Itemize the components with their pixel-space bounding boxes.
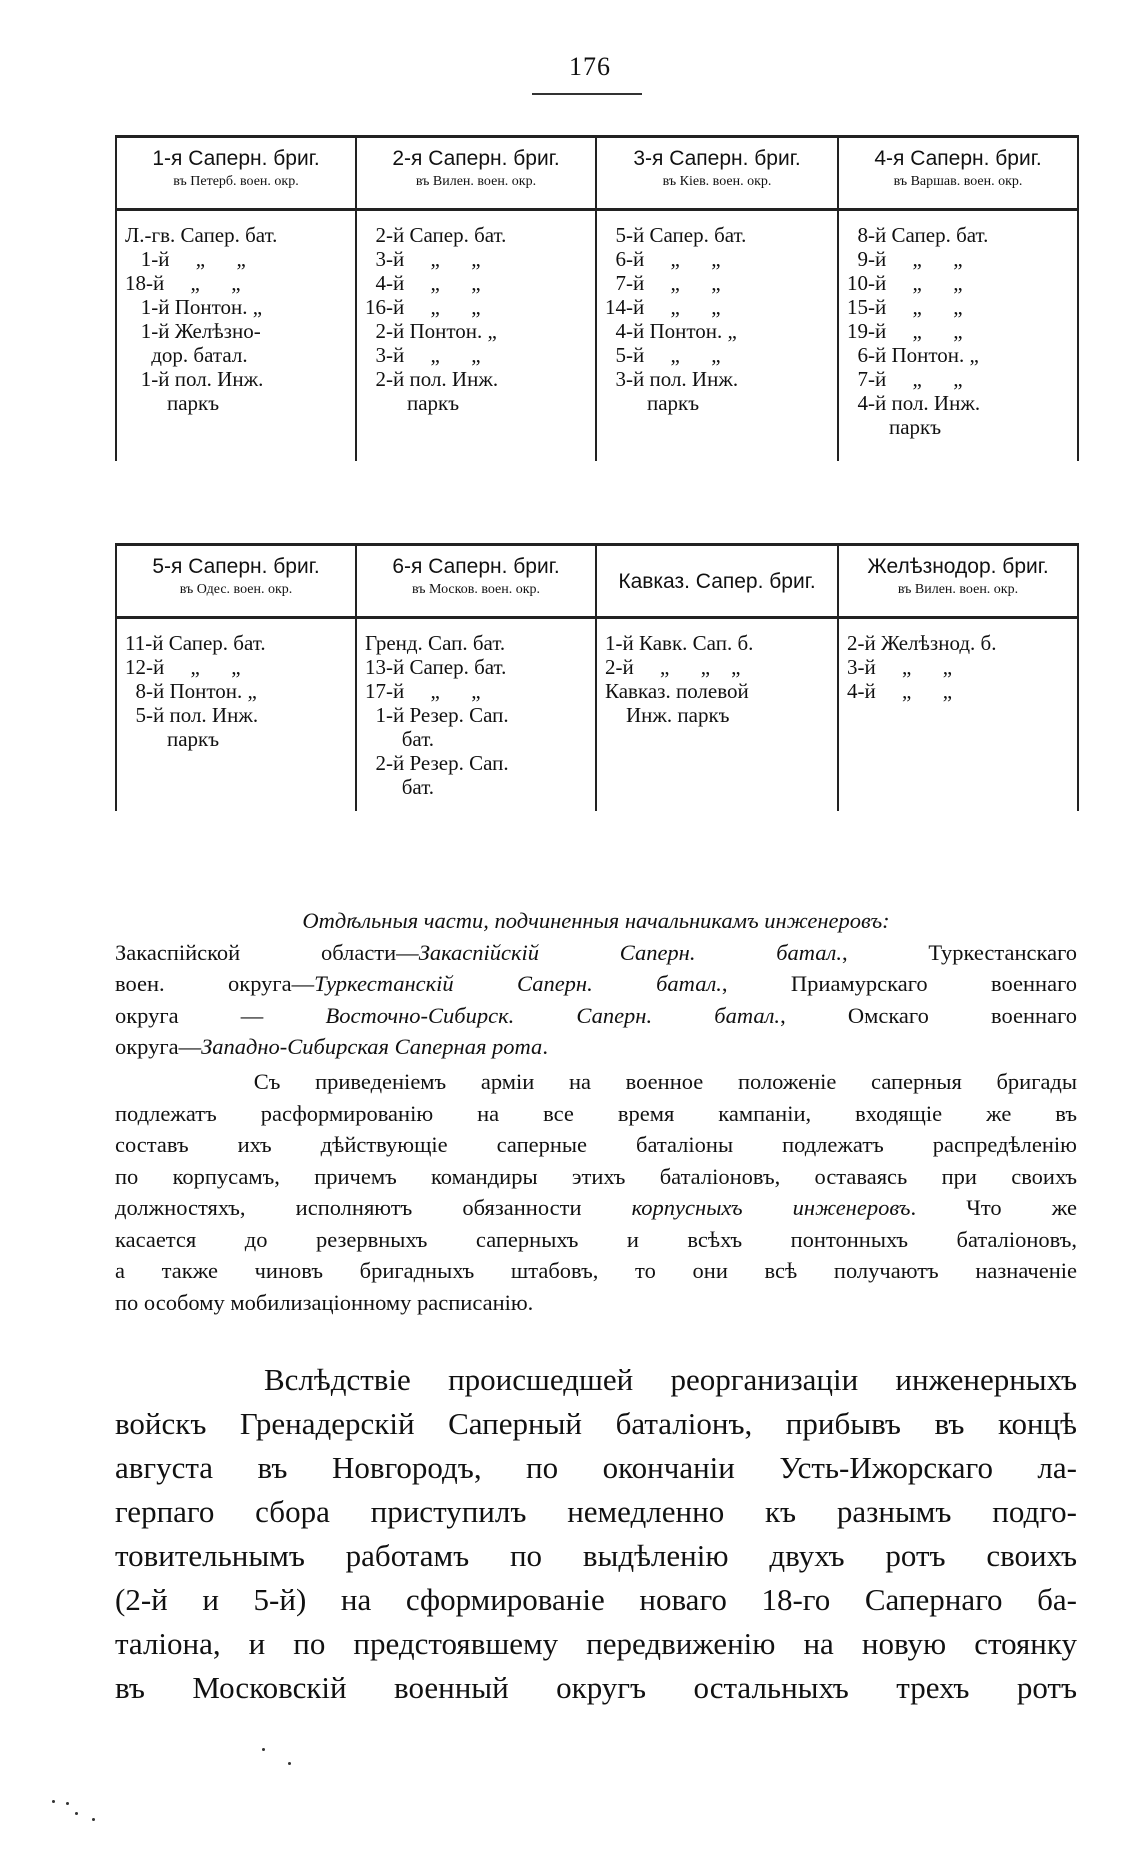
unit-line: паркъ (125, 391, 220, 415)
unit-line: 1-й Желѣзно- (125, 319, 261, 343)
scan-speck (75, 1812, 78, 1815)
paragraph-line (115, 968, 1077, 1000)
unit-line: 8-й Сапер. бат. (847, 223, 989, 247)
text-span: . Что же (910, 1195, 1077, 1220)
unit-line: 16-й „ „ (365, 295, 481, 319)
unit-line: 15-й „ „ (847, 295, 963, 319)
brigade-district: въ Вилен. воен. окр. (897, 582, 1019, 597)
unit-line: 2-й Резер. Сап. (365, 751, 509, 775)
unit-line: 2-й Понтон. „ (365, 319, 497, 343)
unit-line: 3-й пол. Инж. (605, 367, 739, 391)
paragraph-line: войскъ Гренадерскій Саперный баталіонъ, прибывъ въ концѣ (115, 1406, 1077, 1441)
unit-line: 19-й „ „ (847, 319, 963, 343)
paragraph-line: герпаго сбора приступилъ немедленно къ разнымъ подго- (115, 1494, 1077, 1529)
unit-line: 3-й „ „ (847, 655, 953, 679)
unit-line: 2-й Сапер. бат. (365, 223, 507, 247)
units-cell (356, 223, 596, 461)
units-cell (116, 631, 356, 811)
unit-line: 3-й „ „ (365, 247, 481, 271)
units-cell (356, 631, 596, 811)
unit-line: 2-й Желѣзнод. б. (847, 631, 997, 655)
brigade-name: 2-я Саперн. бриг. (392, 147, 560, 170)
unit-line: 1-й пол. Инж. (125, 367, 264, 391)
brigade-district: въ Вилен. воен. окр. (415, 174, 537, 189)
unit-line: 12-й „ „ (125, 655, 241, 679)
brigades-table-2 (115, 543, 1079, 811)
units-cell (116, 223, 356, 461)
brigade-header (356, 545, 596, 618)
text-span: воен. округа— (115, 971, 315, 996)
unit-line: 5-й Сапер. бат. (605, 223, 747, 247)
unit-name-italic: Западно-Сибирская Саперная рота (201, 1034, 543, 1059)
brigade-district: въ Одес. воен. окр. (179, 582, 293, 597)
paragraph-line: Съ приведеніемъ арміи на военное положеніе саперныя бригады (115, 1069, 1077, 1094)
brigade-header (116, 545, 356, 618)
unit-line: 11-й Сапер. бат. (125, 631, 266, 655)
unit-line: Кавказ. полевой (605, 679, 749, 703)
unit-line: 2-й пол. Инж. (365, 367, 499, 391)
text-span: округа — (115, 1002, 326, 1028)
unit-line: Инж. паркъ (605, 703, 730, 727)
mobilization-paragraph (115, 1066, 1077, 1318)
paragraph-line: (2-й и 5-й) на сформированіе новаго 18-го Сапернаго ба- (115, 1582, 1077, 1617)
paragraph-line: составъ ихъ дѣйствующіе саперные баталіоны подлежатъ распредѣленію (115, 1132, 1077, 1157)
units-cell (596, 223, 838, 461)
unit-line: 4-й Понтон. „ (605, 319, 737, 343)
unit-line: 14-й „ „ (605, 295, 721, 319)
unit-line: паркъ (365, 391, 460, 415)
unit-line: 9-й „ „ (847, 247, 963, 271)
brigade-district: въ Петерб. воен. окр. (173, 174, 299, 189)
brigade-name: 4-я Саперн. бриг. (874, 147, 1042, 170)
units-cell (838, 631, 1078, 811)
paragraph-line: а также чиновъ бригадныхъ штабовъ, то они всѣ получаютъ назначеніе (115, 1258, 1077, 1283)
paragraph-line: по особому мобилизаціонному расписанію. (115, 1289, 534, 1315)
text-span: , Туркестанскаго (841, 939, 1077, 965)
scan-speck (288, 1762, 291, 1765)
text-span: , Приамурскаго военнаго (721, 971, 1078, 996)
brigade-header (838, 545, 1078, 618)
paragraph-line: по корпусамъ, причемъ командиры этихъ баталіоновъ, оставаясь при своихъ (115, 1163, 1077, 1189)
unit-line: 5-й пол. Инж. (125, 703, 259, 727)
brigade-name: 1-я Саперн. бриг. (152, 147, 320, 170)
brigade-name: 5-я Саперн. бриг. (152, 555, 320, 578)
italic-term: корпусныхъ инженеровъ (631, 1195, 911, 1220)
unit-line: 1-й „ „ (125, 247, 246, 271)
scan-speck (92, 1818, 95, 1821)
unit-name-italic: Восточно-Сибирск. Саперн. батал. (325, 1002, 781, 1028)
text-span: должностяхъ, исполняютъ обязанности (115, 1195, 632, 1220)
unit-line: 7-й „ „ (847, 367, 963, 391)
unit-line: паркъ (125, 727, 220, 751)
scan-speck (262, 1748, 265, 1751)
unit-line: 7-й „ „ (605, 271, 721, 295)
brigade-district: въ Москов. воен. окр. (411, 582, 541, 597)
paragraph-line: подлежатъ расформированію на все время кампаніи, входящіе же въ (115, 1100, 1077, 1126)
separate-units-paragraph (115, 905, 1077, 1063)
paragraph-line: Вслѣдствіе происшедшей реорганизаціи инженерныхъ (115, 1362, 1077, 1397)
unit-line: Гренд. Сап. бат. (365, 631, 506, 655)
paragraph-line (115, 937, 1077, 969)
paragraph-line: августа въ Новгородъ, по окончаніи Усть-Ижорскаго ла- (115, 1450, 1077, 1485)
unit-line: 4-й пол. Инж. (847, 391, 981, 415)
brigade-name: Желѣзнодор. бриг. (867, 555, 1049, 578)
unit-line: бат. (365, 727, 435, 751)
units-cell (596, 631, 838, 811)
brigade-district: въ Кіев. воен. окр. (662, 174, 772, 189)
unit-line: 1-й Резер. Сап. (365, 703, 509, 727)
unit-line: бат. (365, 775, 435, 799)
brigade-name: 6-я Саперн. бриг. (392, 555, 560, 578)
paragraph-line: касается до резервныхъ саперныхъ и всѣхъ понтонныхъ баталіоновъ, (115, 1226, 1077, 1252)
unit-line: Л.-гв. Сапер. бат. (125, 223, 278, 247)
text-span: , Омскаго военнаго (780, 1002, 1077, 1028)
brigade-name: 3-я Саперн. бриг. (633, 147, 801, 170)
unit-line: 17-й „ „ (365, 679, 481, 703)
unit-line: 10-й „ „ (847, 271, 963, 295)
unit-line: 8-й Понтон. „ (125, 679, 257, 703)
scan-speck (66, 1802, 69, 1805)
unit-line: 1-й Кавк. Сап. б. (605, 631, 754, 655)
unit-line: 4-й „ „ (365, 271, 481, 295)
brigade-header (596, 137, 838, 210)
unit-line: 5-й „ „ (605, 343, 721, 367)
paragraph-line (115, 1031, 1077, 1063)
brigade-header (838, 137, 1078, 210)
paragraph-line (115, 1192, 1077, 1224)
unit-line: 3-й „ „ (365, 343, 481, 367)
brigade-header (356, 137, 596, 210)
text-span: Закаспійской области— (115, 939, 419, 965)
table-header-row (116, 137, 1078, 210)
paragraph-line: товительнымъ работамъ по выдѣленію двухъ ротъ своихъ (115, 1538, 1077, 1573)
paragraph-line: таліона, и по предстоявшему передвиженію на новую стоянку (115, 1626, 1077, 1661)
unit-line: паркъ (605, 391, 700, 415)
reorganization-paragraph (115, 1358, 1077, 1710)
paragraph-line (115, 1000, 1077, 1032)
page-number: 176 (569, 52, 611, 81)
text-span: округа— (115, 1034, 202, 1059)
paragraph-heading: Отдѣльныя части, подчиненныя начальникамъ инженеровъ: (302, 908, 890, 933)
unit-name-italic: Закаспійскій Саперн. батал. (418, 939, 842, 965)
page-number-rule (532, 93, 642, 95)
unit-line: паркъ (847, 415, 942, 439)
unit-line: 4-й „ „ (847, 679, 953, 703)
table-units-row (116, 631, 1078, 811)
table-header-row (116, 545, 1078, 618)
unit-line: 6-й „ „ (605, 247, 721, 271)
unit-line: 1-й Понтон. „ (125, 295, 263, 319)
units-cell (838, 223, 1078, 461)
unit-line: 6-й Понтон. „ (847, 343, 979, 367)
brigade-district: въ Варшав. воен. окр. (893, 174, 1023, 189)
brigade-header (116, 137, 356, 210)
unit-line: 2-й „ „ „ (605, 655, 741, 679)
scan-speck (52, 1800, 55, 1803)
unit-line: 13-й Сапер. бат. (365, 655, 507, 679)
brigade-name: Кавказ. Сапер. бриг. (618, 569, 816, 593)
table-units-row (116, 223, 1078, 461)
paragraph-line: въ Московскій военный округъ остальныхъ трехъ ротъ (115, 1670, 1077, 1705)
unit-line: 18-й „ „ (125, 271, 241, 295)
unit-line: дор. батал. (125, 343, 248, 367)
unit-name-italic: Туркестанскій Саперн. батал. (314, 971, 722, 996)
text-span: . (542, 1034, 548, 1059)
brigades-table-1 (115, 135, 1079, 461)
brigade-header (596, 545, 838, 618)
